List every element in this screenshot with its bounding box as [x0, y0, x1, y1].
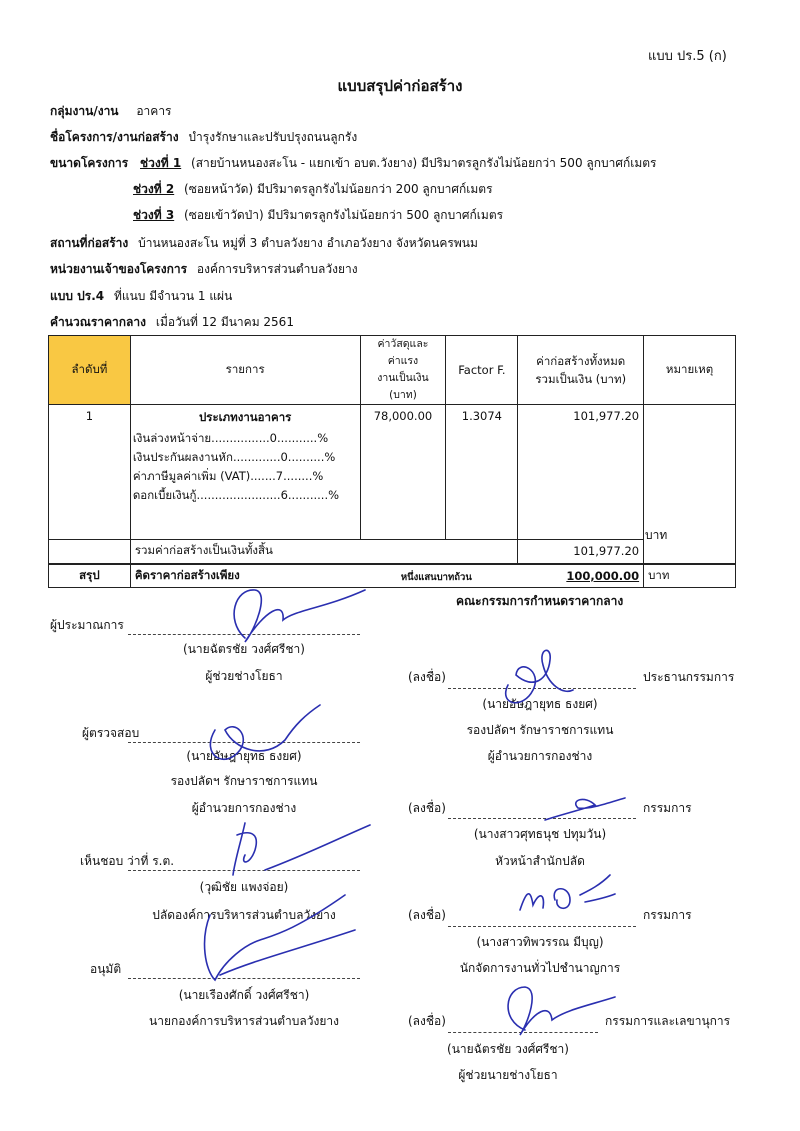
- approver-role: อนุมัติ: [90, 962, 122, 976]
- summary-cell: [130, 564, 643, 588]
- table-header-row: [49, 336, 736, 405]
- guarantee-item: เงินประกันผลงานหัก.............0..........%: [132, 450, 336, 464]
- owner-label: หน่วยงานเจ้าของโครงการ: [50, 262, 188, 276]
- phase-2-label: ช่วงที่ 2: [133, 182, 175, 196]
- location-label: สถานที่ก่อสร้าง: [50, 236, 129, 250]
- form-ref-value: ที่แนบ มีจำนวน 1 แผ่น: [113, 289, 233, 303]
- table-row: [49, 405, 736, 540]
- inspector-name: (นายอัษฎายุทธ ธงยศ): [186, 749, 302, 763]
- row-items-cell: [130, 405, 360, 540]
- phase-1-label: ช่วงที่ 1: [140, 156, 182, 170]
- project-value: บำรุงรักษาและปรับปรุงถนนลูกรัง: [188, 130, 358, 144]
- work-group-value: อาคาร: [136, 104, 172, 118]
- header-item: รายการ: [130, 336, 360, 405]
- phase-1-text: (สายบ้านหนองสะโน - แยกเข้า อบต.วังยาง) มีปริมาตรลูกรังไม่น้อยกว่า 500 ลูกบาศก์เมตร: [191, 156, 657, 170]
- header-material-line2: งานเป็นเงิน (บาท): [377, 372, 429, 401]
- form-ref-label: แบบ ปร.4: [50, 289, 105, 303]
- summary-value: 100,000.00: [566, 568, 640, 583]
- phase-2-text: (ซอยหน้าวัด) มีปริมาตรลูกรังไม่น้อยกว่า 200 ลูกบาศก์เมตร: [184, 182, 493, 196]
- calc-line: [50, 313, 294, 332]
- signature-approver: [185, 890, 365, 990]
- calc-label: คำนวณราคากลาง: [50, 315, 147, 329]
- vat-item: ค่าภาษีมูลค่าเพิ่ม (VAT).......7........%: [132, 469, 324, 483]
- member2-name: (นางสาวทิพวรรณ มีบุญ): [476, 935, 604, 949]
- location-line: [50, 234, 478, 253]
- estimator-position: ผู้ช่วยช่างโยธา: [205, 669, 283, 683]
- project-line: [50, 128, 357, 147]
- header-total-line2: รวมเป็นเงิน (บาท): [535, 372, 627, 386]
- owner-value: องค์การบริหารส่วนตำบลวังยาง: [196, 262, 358, 276]
- summary-row: [49, 564, 736, 588]
- header-material-line1: ค่าวัสดุและค่าแรง: [377, 338, 429, 367]
- total-cost: 101,977.20: [518, 405, 644, 540]
- member2-position: นักจัดการงานทั่วไปชำนาญการ: [459, 961, 621, 975]
- sum-value: 101,977.20: [518, 540, 644, 564]
- signature-estimator: [215, 580, 375, 660]
- work-group-label: กลุ่มงาน/งาน: [50, 104, 119, 118]
- estimator-name: (นายฉัตรชัย วงศ์ศรีชา): [183, 642, 305, 656]
- header-total: [518, 336, 644, 405]
- sum-label: รวมค่าก่อสร้างเป็นเงินทั้งสิ้น: [130, 540, 518, 564]
- signature-secretary: [480, 975, 620, 1045]
- form-ref-line: [50, 287, 232, 306]
- endorser-name: (วุฒิชัย แพงจ่อย): [199, 880, 289, 894]
- owner-line: [50, 260, 358, 279]
- summary-words: หนึ่งแสนบาทถ้วน: [400, 571, 472, 583]
- member2-sign-label: (ลงชื่อ): [408, 908, 446, 922]
- location-value: บ้านหนองสะโน หมู่ที่ 3 ตำบลวังยาง อำเภอวังยาง จังหวัดนครพนม: [138, 236, 478, 250]
- header-material: [360, 336, 446, 405]
- sum-unit: บาท: [645, 528, 668, 542]
- page-title: แบบสรุปค่าก่อสร้าง: [337, 77, 463, 95]
- work-group-line: [50, 102, 172, 121]
- chair-title: ประธานกรรมการ: [643, 670, 735, 684]
- chair-sign-label: (ลงชื่อ): [408, 670, 446, 684]
- inspector-position-2: ผู้อำนวยการกองช่าง: [191, 801, 297, 815]
- summary-unit: บาท: [644, 564, 736, 588]
- advance-payment-item: เงินล่วงหน้าจ่าย................0...........%: [132, 431, 329, 445]
- inspector-role: ผู้ตรวจสอบ: [82, 726, 140, 740]
- header-total-line1: ค่าก่อสร้างทั้งหมด: [536, 354, 626, 368]
- factor-value: 1.3074: [446, 405, 518, 540]
- interest-item: ดอกเบี้ยเงินกู้.......................6...........%: [132, 488, 340, 502]
- signature-endorser: [225, 815, 375, 885]
- signature-inspector: [195, 700, 325, 780]
- phase-3-text: (ซอยเข้าวัดป่า) มีปริมาตรลูกรังไม่น้อยกว่า 500 ลูกบาศก์เมตร: [184, 208, 504, 222]
- summary-label: สรุป: [49, 564, 131, 588]
- sum-row: [49, 540, 736, 564]
- row-number: 1: [49, 405, 131, 540]
- secretary-sign-label: (ลงชื่อ): [408, 1014, 446, 1028]
- phase-3-line: [133, 206, 503, 225]
- endorser-position: ปลัดองค์การบริหารส่วนตำบลวังยาง: [152, 908, 336, 922]
- inspector-position-1: รองปลัดฯ รักษาราชการแทน: [170, 774, 318, 788]
- approver-name: (นายเรืองศักดิ์ วงศ์ศรีชา): [178, 988, 310, 1002]
- secretary-position: ผู้ช่วยนายช่างโยธา: [458, 1068, 558, 1082]
- project-label: ชื่อโครงการ/งานก่อสร้าง: [50, 130, 179, 144]
- calc-value: เมื่อวันที่ 12 มีนาคม 2561: [155, 315, 294, 329]
- signature-chair: [488, 640, 578, 710]
- approver-position: นายกองค์การบริหารส่วนตำบลวังยาง: [149, 1014, 339, 1028]
- member1-sign-label: (ลงชื่อ): [408, 801, 446, 815]
- member1-name: (นางสาวศุทธนุช ปทุมวัน): [473, 827, 607, 841]
- cost-summary-table: [48, 335, 736, 588]
- category-label: ประเภทงานอาคาร: [198, 410, 292, 424]
- secretary-name: (นายฉัตรชัย วงศ์ศรีชา): [447, 1042, 569, 1056]
- member1-title: กรรมการ: [643, 801, 692, 815]
- endorser-role: เห็นชอบ ว่าที่ ร.ต.: [80, 854, 175, 868]
- phase-3-label: ช่วงที่ 3: [133, 208, 175, 222]
- header-remark: หมายเหตุ: [644, 336, 736, 405]
- signature-member-2: [515, 870, 625, 925]
- estimator-role: ผู้ประมาณการ: [50, 618, 124, 632]
- sum-no-cell: [49, 540, 131, 564]
- signature-member-1: [540, 790, 630, 830]
- header-no: ลำดับที่: [49, 336, 131, 405]
- signature-line: [448, 926, 636, 927]
- summary-text: คิดราคาก่อสร้างเพียง: [134, 567, 240, 582]
- phase-1-line: [50, 154, 657, 173]
- chair-name: (นายอัษฎายุทธ ธงยศ): [482, 697, 598, 711]
- secretary-title: กรรมการและเลขานุการ: [605, 1014, 731, 1028]
- header-factor: Factor F.: [446, 336, 518, 405]
- chair-position-1: รองปลัดฯ รักษาราชการแทน: [466, 723, 614, 737]
- chair-position-2: ผู้อำนวยการกองช่าง: [487, 749, 593, 763]
- committee-title: คณะกรรมการกำหนดราคากลาง: [456, 594, 624, 608]
- form-code: แบบ ปร.5 (ก): [648, 49, 727, 64]
- material-cost: 78,000.00: [360, 405, 446, 540]
- size-label: ขนาดโครงการ: [50, 156, 129, 170]
- phase-2-line: [133, 180, 493, 199]
- member2-title: กรรมการ: [643, 908, 692, 922]
- member1-position: หัวหน้าสำนักปลัด: [495, 854, 585, 868]
